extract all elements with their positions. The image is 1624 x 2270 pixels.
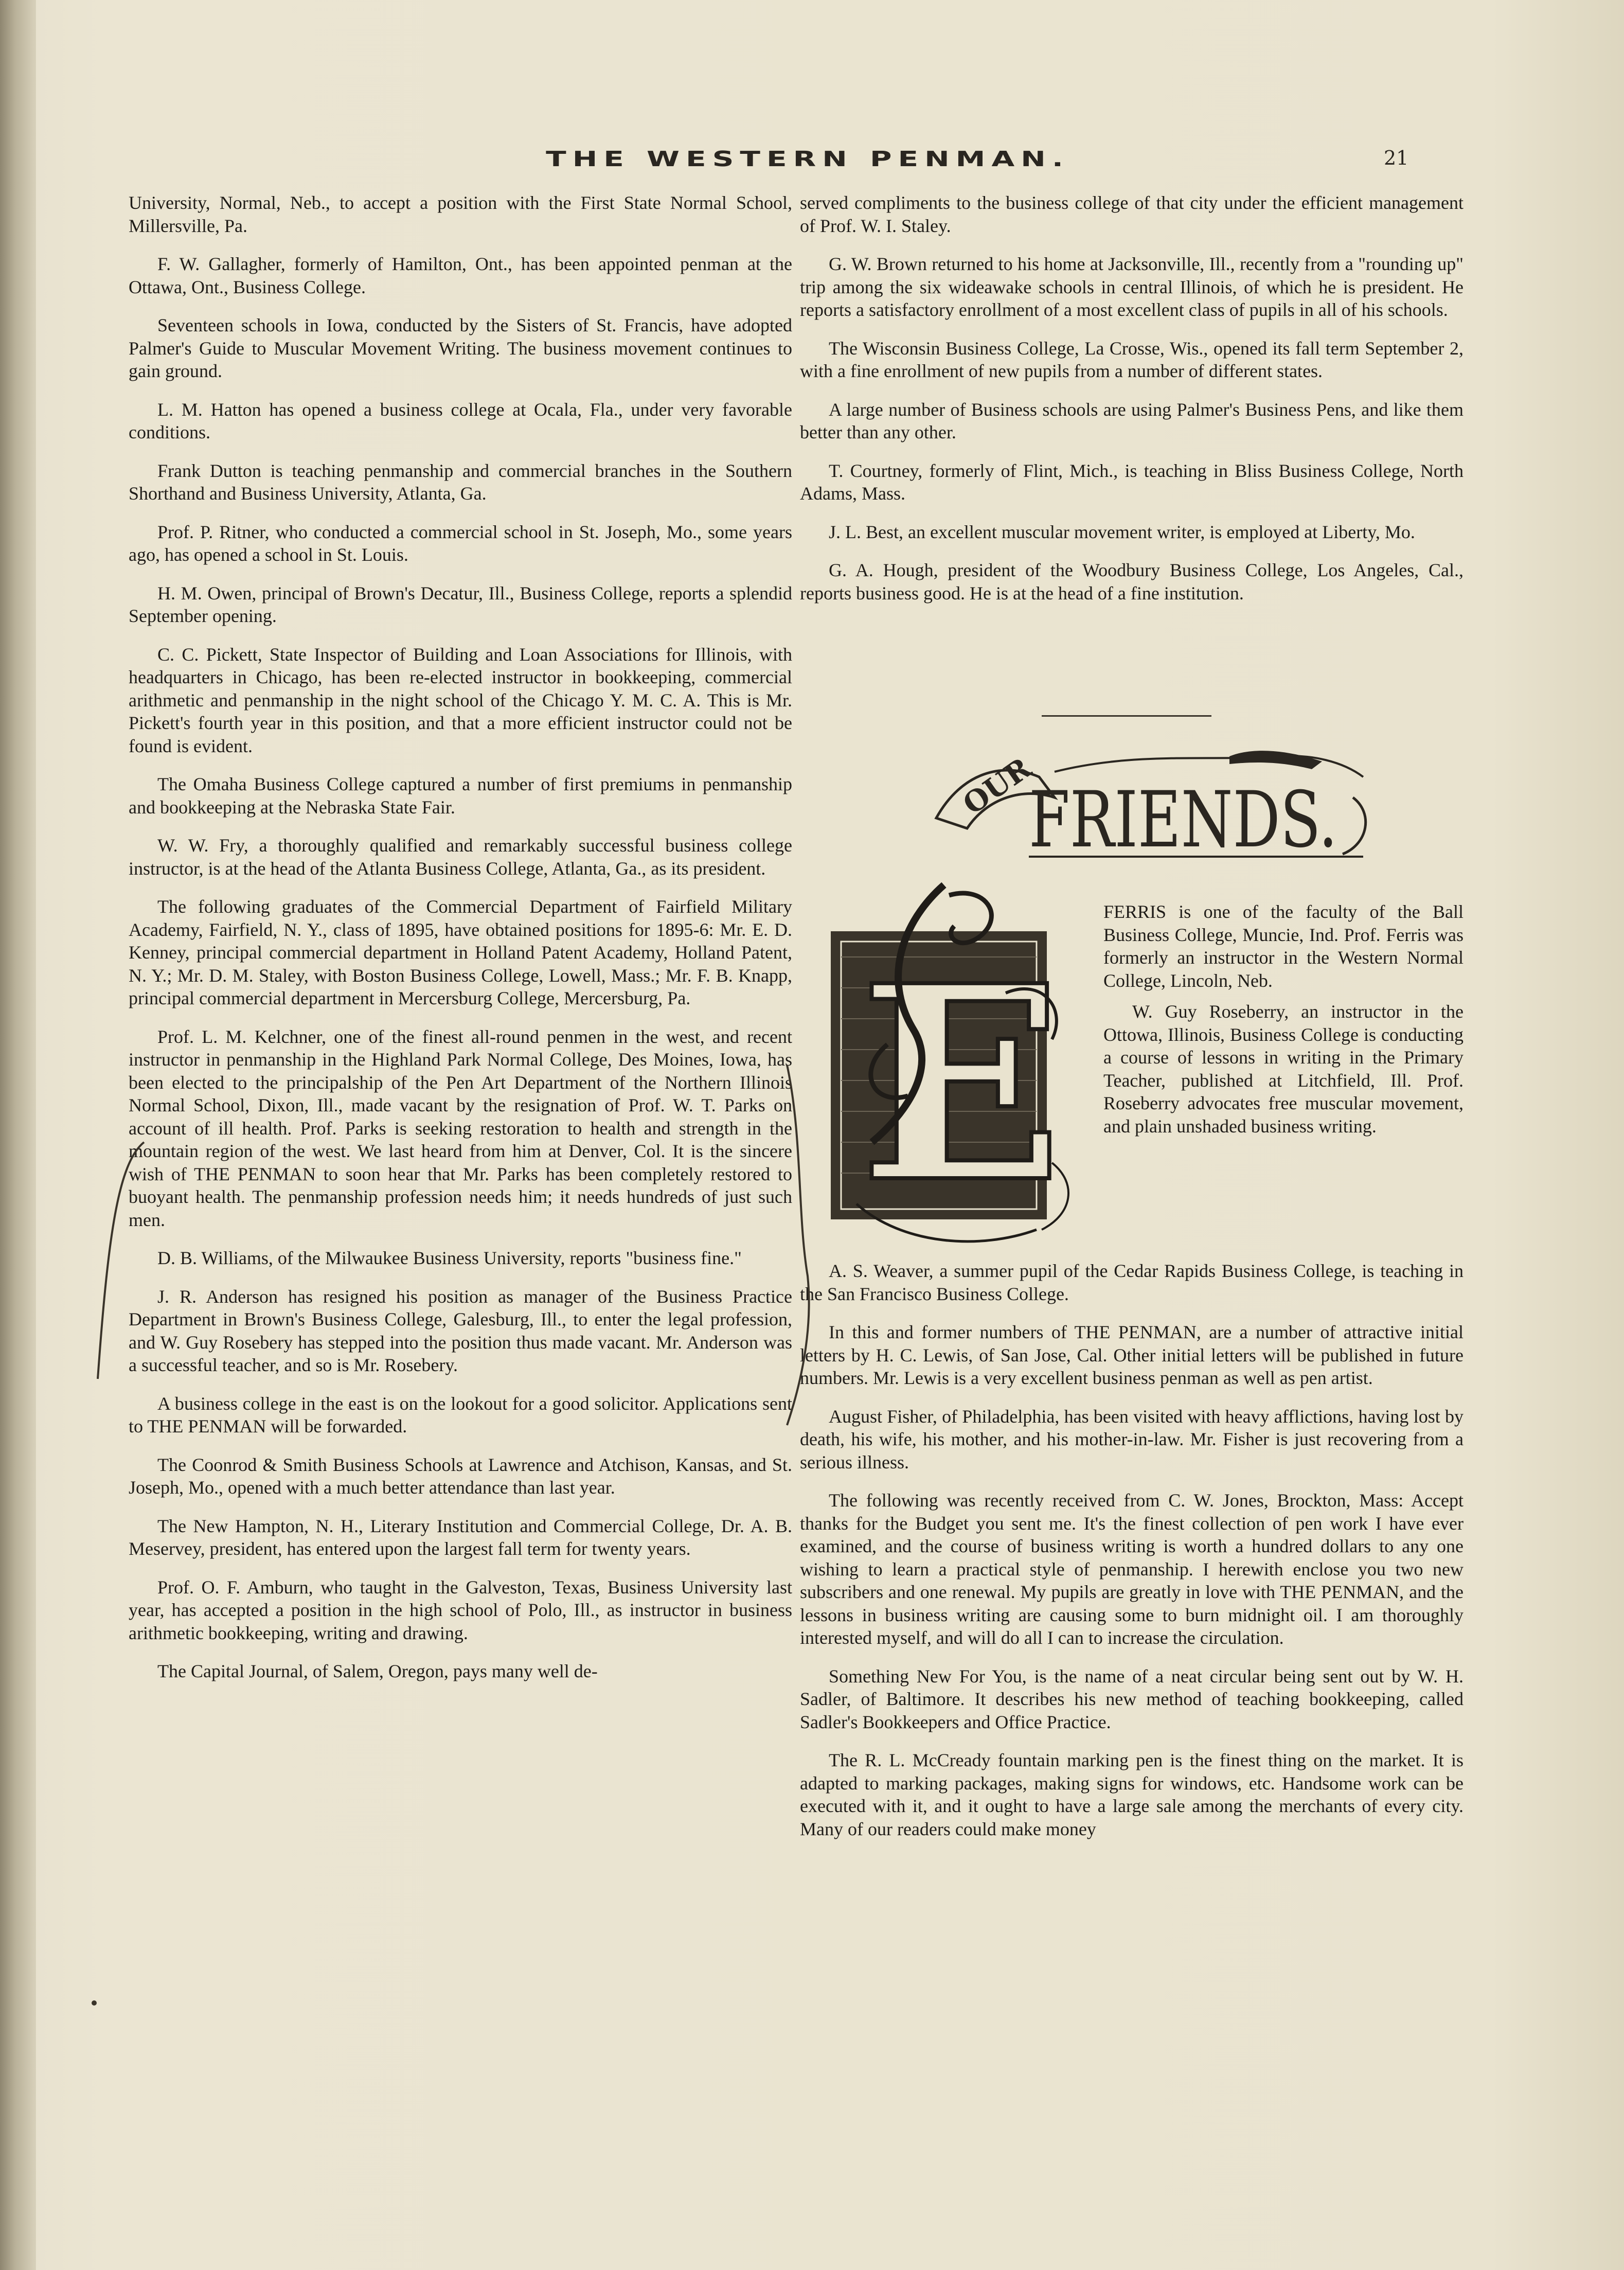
pencil-bracket-right: [782, 1060, 823, 1430]
paragraph: G. A. Hough, president of the Woodbury Business College, Los Angeles, Cal., reports business good. He is at the head of a fine institution.: [800, 560, 1464, 604]
running-title: THE WESTERN PENMAN.: [546, 147, 1069, 171]
banner-big-word: FRIENDS.: [1029, 775, 1337, 865]
paragraph: Something New For You, is the name of a neat circular being sent out by W. H. Sadler, of Baltimore. It describes his new method of teaching bookkeeping, called Sadler's Bookkeepers and Office Practice.: [800, 1665, 1464, 1732]
paragraph: A. S. Weaver, a summer pupil of the Cedar Rapids Business College, is teaching in the San Francisco Business College.: [800, 1261, 1464, 1304]
paragraph: G. W. Brown returned to his home at Jacksonville, Ill., recently from a "rounding up" trip among the six wideawake schools in central Illinois, of which he is president. He reports a satisfactory enrollment of a most excellent class of pupils in all of his schools.: [800, 254, 1464, 320]
paragraph: The following graduates of the Commercial Department of Fairfield Military Academy, Fairfield, N. Y., class of 1895, have obtained positions for 1895-6: Mr. E. D. Kenney, principal commercial department in Holland Patent Academy, Holland Patent, N. Y.; Mr. D. M. Staley, with Boston Business College, Lowell, Mass.; Mr. F. B. Knapp, principal commercial department in Mercersburg College, Mercersburg, Pa.: [129, 896, 792, 1008]
paragraph: A business college in the east is on the lookout for a good solicitor. Applications sent to THE PENMAN will be forwarded.: [129, 1393, 792, 1437]
paragraph: L. M. Hatton has opened a business college at Ocala, Fla., under very favorable conditions.: [129, 399, 792, 442]
banner-small-word: OUR: [957, 751, 1038, 822]
our-friends-banner: [921, 741, 1379, 870]
paragraph: D. B. Williams, of the Milwaukee Business University, reports "business fine.": [157, 1248, 742, 1268]
paragraph: The following was recently received from C. W. Jones, Brockton, Mass: Accept thanks for the Budget you sent me. It's the finest collection of pen work I have ever examined, and the course of business writing is worth a hundred dollars to any one wishing to learn a practical style of penmanship. I herewith enclose you two new subscribers and one renewal. My pupils are greatly in love with THE PENMAN, and the lessons in business writing are causing some to burn midnight oil. I am thoroughly interested myself, and will do all I can to increase the circulation.: [800, 1490, 1464, 1648]
ornamental-initial-e: [810, 875, 1103, 1255]
paragraph: C. C. Pickett, State Inspector of Building and Loan Associations for Illinois, with headquarters in Chicago, has been re-elected instructor in bookkeeping, commercial arithmetic and penmanship in the night school of the Chicago Y. M. C. A. This is Mr. Pickett's fourth year in this position, and that a more efficient instructor could not be found is evident.: [129, 644, 792, 756]
paragraph: A large number of Business schools are using Palmer's Business Pens, and like them better than any other.: [800, 399, 1464, 442]
paragraph: W. Guy Roseberry, an instructor in the Ottowa, Illinois, Business College is conducting a course of lessons in writing in the Primary Teacher, published at Litchfield, Ill. Prof. Roseberry advocates free muscular movement, and plain unshaded business writing.: [1103, 1001, 1464, 1137]
paragraph: served compliments to the business college of that city under the efficient management of Prof. W. I. Staley.: [800, 192, 1464, 236]
section-rule: [1042, 715, 1211, 717]
initial-letter: E: [859, 927, 1063, 1242]
paragraph: The Omaha Business College captured a number of first premiums in penmanship and bookkeeping at the Nebraska State Fair.: [129, 774, 792, 818]
right-column-wrap: [1103, 900, 1464, 1146]
paragraph: H. M. Owen, principal of Brown's Decatur, Ill., Business College, reports a splendid September opening.: [129, 582, 792, 626]
right-column-bottom: [800, 1260, 1464, 1856]
paragraph: The R. L. McCready fountain marking pen is the finest thing on the market. It is adapted to marking packages, making signs for windows, etc. Handsome work can be executed with it, and it ought to have a large sale among the merchants of every city. Many of our readers could make money: [800, 1750, 1464, 1839]
paragraph: J. L. Best, an excellent muscular movement writer, is employed at Liberty, Mo.: [829, 521, 1415, 542]
page-number: 21: [1384, 147, 1409, 169]
paragraph: In this and former numbers of THE PENMAN, are a number of attractive initial letters by H. C. Lewis, of San Jose, Cal. Other initial letters will be published in future numbers. Mr. Lewis is a very excellent business penman as well as pen artist.: [800, 1322, 1464, 1388]
pencil-bracket-left: [87, 1132, 149, 1389]
paragraph: Prof. P. Ritner, who conducted a commercial school in St. Joseph, Mo., some years ago, has opened a school in St. Louis.: [129, 521, 792, 565]
paragraph: The Coonrod & Smith Business Schools at Lawrence and Atchison, Kansas, and St. Joseph, Mo., opened with a much better attendance than last year.: [129, 1454, 792, 1498]
paragraph: F. W. Gallagher, formerly of Hamilton, Ont., has been appointed penman at the Ottawa, Ont., Business College.: [129, 254, 792, 297]
paragraph: Prof. O. F. Amburn, who taught in the Galveston, Texas, Business University last year, has accepted a position in the high school of Polo, Ill., as instructor in business arithmetic bookkeeping, writing and drawing.: [129, 1576, 792, 1643]
paragraph: FERRIS is one of the faculty of the Ball Business College, Muncie, Ind. Prof. Ferris was formerly an instructor in the Western Normal College, Lincoln, Neb.: [1103, 901, 1464, 991]
paragraph: University, Normal, Neb., to accept a position with the First State Normal School, Millersville, Pa.: [129, 192, 792, 236]
paragraph: T. Courtney, formerly of Flint, Mich., is teaching in Bliss Business College, North Adams, Mass.: [800, 460, 1464, 504]
paragraph: The Capital Journal, of Salem, Oregon, pays many well de-: [157, 1661, 598, 1681]
paragraph: Frank Dutton is teaching penmanship and commercial branches in the Southern Shorthand and Business University, Atlanta, Ga.: [129, 460, 792, 504]
paragraph: Prof. L. M. Kelchner, one of the finest all-round penmen in the west, and recent instructor in penmanship in the Highland Park Normal College, Des Moines, Iowa, has been elected to the principalship of the Pen Art Department of the Northern Illinois Normal School, Dixon, Ill., made vacant by the resignation of Prof. W. T. Parks on account of ill health. Prof. Parks is seeking restoration to health and strength in the mountain region of the west. We last heard from him at Denver, Col. It is the sincere wish of THE PENMAN to soon hear that Mr. Parks has been completely restored to buoyant health. The penmanship profession needs him; it needs hundreds of just such men.: [129, 1026, 792, 1230]
left-column: [129, 191, 792, 1698]
paragraph: J. R. Anderson has resigned his position as manager of the Business Practice Department in Brown's Business College, Galesburg, Ill., to enter the legal profession, and W. Guy Rosebery has stepped into the position thus made vacant. Mr. Anderson was a successful teacher, and so is Mr. Rosebery.: [129, 1286, 792, 1375]
paragraph: The New Hampton, N. H., Literary Institution and Commercial College, Dr. A. B. Meservey, president, has entered upon the largest fall term for twenty years.: [129, 1515, 792, 1559]
paragraph: W. W. Fry, a thoroughly qualified and remarkably successful business college instructor, is at the head of the Atlanta Business College, Atlanta, Ga., as its president.: [129, 835, 792, 879]
right-column-top: [800, 191, 1464, 620]
book-spine-shadow: [0, 0, 36, 2270]
paragraph: The Wisconsin Business College, La Crosse, Wis., opened its fall term September 2, with a fine enrollment of new pupils from a number of different states.: [800, 338, 1464, 381]
margin-mark: [92, 2000, 97, 2006]
paragraph: August Fisher, of Philadelphia, has been visited with heavy afflictions, having lost by death, his wife, his mother, and his mother-in-law. Mr. Fisher is just recovering from a serious illness.: [800, 1406, 1464, 1473]
paragraph: Seventeen schools in Iowa, conducted by the Sisters of St. Francis, have adopted Palmer's Guide to Muscular Movement Writing. The business movement continues to gain ground.: [129, 315, 792, 381]
